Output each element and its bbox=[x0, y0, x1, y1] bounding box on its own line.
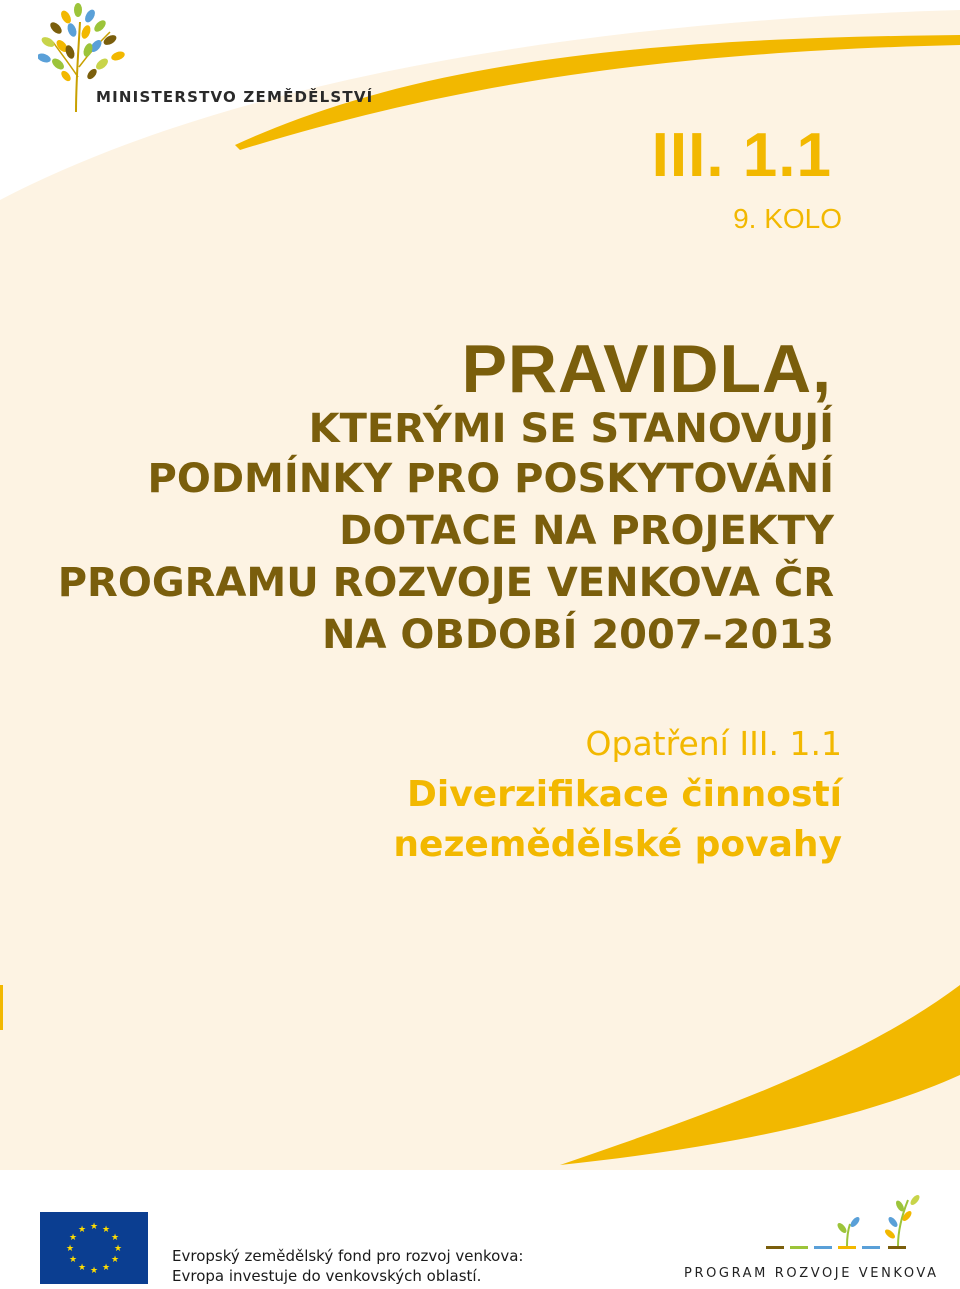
svg-text:★: ★ bbox=[101, 1263, 111, 1273]
title-line-1: KTERÝMI SE STANOVUJÍ bbox=[308, 406, 834, 452]
svg-text:★: ★ bbox=[68, 1255, 78, 1265]
page-title: PRAVIDLA, bbox=[461, 331, 832, 407]
svg-text:★: ★ bbox=[77, 1263, 87, 1273]
title-line-5: NA OBDOBÍ 2007–2013 bbox=[321, 612, 834, 658]
program-logo bbox=[760, 1190, 930, 1256]
program-label: PROGRAM ROZVOJE VENKOVA bbox=[684, 1266, 939, 1281]
measure-name: Diverzifikace činností nezemědělské povahy bbox=[393, 774, 842, 865]
eu-fund-line-2: Evropa investuje do venkovských oblastí. bbox=[172, 1267, 482, 1285]
measure-label: Opatření III. 1.1 bbox=[585, 724, 842, 763]
svg-text:★: ★ bbox=[113, 1244, 123, 1254]
svg-text:★: ★ bbox=[68, 1233, 78, 1243]
ministry-name: MINISTERSTVO ZEMĚDĚLSTVÍ bbox=[96, 88, 374, 106]
svg-text:★: ★ bbox=[65, 1244, 75, 1254]
title-line-4: PROGRAMU ROZVOJE VENKOVA ČR bbox=[57, 560, 834, 606]
svg-text:★: ★ bbox=[110, 1255, 120, 1265]
title-line-3: DOTACE NA PROJEKTY bbox=[339, 508, 834, 554]
svg-text:★: ★ bbox=[89, 1266, 99, 1276]
svg-text:★: ★ bbox=[101, 1225, 111, 1235]
measure-code: III. 1.1 bbox=[651, 121, 832, 190]
eu-fund-line-1: Evropský zemědělský fond pro rozvoj venkova: bbox=[172, 1247, 524, 1265]
title-line-2: PODMÍNKY PRO POSKYTOVÁNÍ bbox=[147, 456, 834, 502]
svg-text:★: ★ bbox=[77, 1225, 87, 1235]
eu-fund-text bbox=[172, 1246, 523, 1286]
svg-text:★: ★ bbox=[89, 1222, 99, 1232]
eu-flag-icon bbox=[40, 1212, 148, 1284]
svg-text:★: ★ bbox=[110, 1233, 120, 1243]
sprouting-plants-icon bbox=[760, 1190, 930, 1256]
round-label: 9. KOLO bbox=[733, 203, 842, 234]
